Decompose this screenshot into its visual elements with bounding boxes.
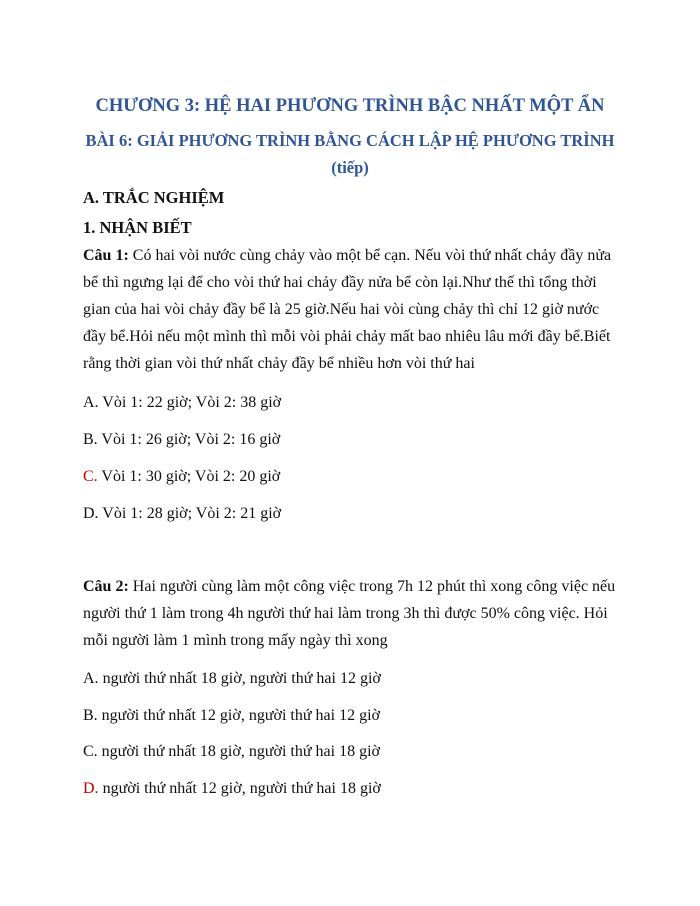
option-letter: B.	[83, 707, 98, 724]
option-text: Vòi 1: 26 giờ; Vòi 2: 16 giờ	[97, 431, 281, 448]
option-letter-correct: D.	[83, 780, 99, 797]
lesson-subtitle: (tiếp)	[331, 158, 369, 177]
option-text: người thứ nhất 12 giờ, người thứ hai 12 giờ	[97, 707, 380, 724]
question-1-option-a[interactable]	[83, 394, 281, 412]
chapter-title: CHƯƠNG 3: HỆ HAI PHƯƠNG TRÌNH BẬC NHẤT MỘT ẨN	[95, 96, 605, 116]
section-heading: A. TRẮC NGHIỆM	[83, 188, 225, 207]
question-2-option-a[interactable]	[83, 670, 381, 688]
option-letter: D.	[83, 505, 99, 522]
question-2	[83, 573, 623, 654]
question-1-label: Câu 1:	[83, 247, 129, 264]
question-2-option-d[interactable]	[83, 780, 381, 798]
option-text: Vòi 1: 28 giờ; Vòi 2: 21 giờ	[98, 505, 282, 522]
option-letter: C.	[83, 743, 98, 760]
option-letter-correct: C.	[83, 468, 98, 485]
option-letter: B.	[83, 431, 98, 448]
question-1-option-d[interactable]	[83, 505, 281, 523]
question-2-option-b[interactable]	[83, 707, 380, 725]
question-1-option-b[interactable]	[83, 431, 280, 449]
option-text: người thứ nhất 18 giờ, người thứ hai 12 giờ	[98, 670, 381, 687]
question-1-text: Có hai vòi nước cùng chảy vào một bể cạn. Nếu vòi thứ nhất chảy đầy nửa bể thì ngưng lại để cho vòi thứ hai chảy đầy nửa bể còn lại.Như thế thì tổng thời gian của hai vòi chảy đầy bể là 25 giờ.Nếu hai vòi cùng chảy thì chỉ 12 giờ nước đầy bể.Hỏi nếu một mình thì mỗi vòi phải chảy mất bao nhiêu lâu mới đầy bể.Biết rằng thời gian vòi thứ nhất chảy đầy bể nhiều hơn vòi thứ hai	[83, 247, 612, 372]
option-text: Vòi 1: 22 giờ; Vòi 2: 38 giờ	[98, 394, 282, 411]
section-subheading: 1. NHẬN BIẾT	[83, 218, 192, 237]
question-2-text: Hai người cùng làm một công việc trong 7h 12 phút thì xong công việc nếu người thứ 1 làm trong 4h người thứ hai làm trong 3h thì được 50% công việc. Hỏi mỗi người làm 1 mình trong mấy ngày thì xong	[83, 578, 616, 649]
option-text: người thứ nhất 18 giờ, người thứ hai 18 giờ	[97, 743, 380, 760]
question-2-label: Câu 2:	[83, 578, 129, 595]
option-letter: A.	[83, 670, 99, 687]
question-2-option-c[interactable]	[83, 743, 380, 761]
option-text: người thứ nhất 12 giờ, người thứ hai 18 giờ	[98, 780, 381, 797]
question-1	[83, 242, 623, 377]
option-text: Vòi 1: 30 giờ; Vòi 2: 20 giờ	[97, 468, 281, 485]
option-letter: A.	[83, 394, 99, 411]
question-1-option-c[interactable]	[83, 468, 280, 486]
lesson-title: BÀI 6: GIẢI PHƯƠNG TRÌNH BẰNG CÁCH LẬP HỆ PHƯƠNG TRÌNH	[85, 131, 615, 150]
